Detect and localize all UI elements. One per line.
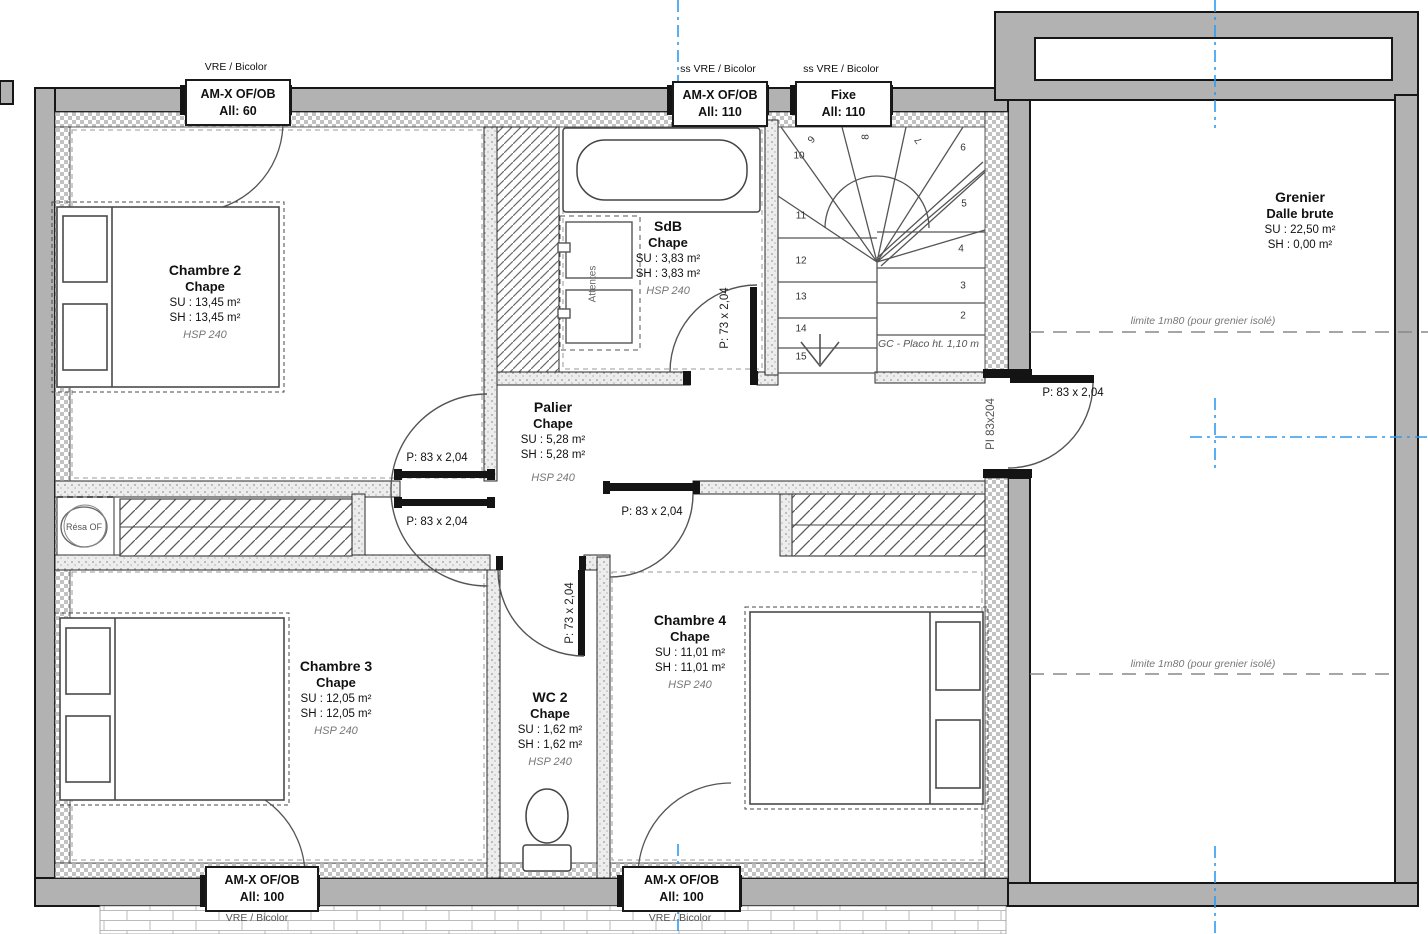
stair-step-3: 3 [960,280,966,292]
stair-step-13: 13 [795,291,807,303]
window-w110a [672,81,768,127]
stair-step-8: 8 [860,134,872,140]
room-label-grenier: Grenier Dalle brute SU : 22,50 m² SH : 0,00 m² [1264,189,1336,252]
window-footer-w100a: VRE / Bicolor [225,912,289,924]
window-w100b [622,866,741,912]
window-w100a-allege: All: 100 [239,890,285,904]
room-label-wc2: WC 2 Chape SU : 1,62 m² SH : 1,62 m² HSP 240 [517,689,583,768]
room-label-chambre2: Chambre 2 Chape SU : 13,45 m² SH : 13,45 m² HSP 240 [168,262,242,341]
door-label-p83-chambre4: P: 83 x 2,04 [621,506,683,518]
toilet [523,789,571,871]
window-header-w60: VRE / Bicolor [204,61,268,73]
window-w60 [185,79,291,126]
gc-placo-label: GC - Placo ht. 1,10 m [878,338,979,350]
window-w100a-type: AM-X OF/OB [224,873,300,888]
window-header-w110b: ss VRE / Bicolor [803,63,879,75]
grenier-limit-lines [1030,332,1428,674]
door-label-p83-grenier: P: 83 x 2,04 [1042,387,1104,399]
stair-step-14: 14 [795,323,807,335]
bed-chambre3 [55,613,289,805]
window-w100b-type: AM-X OF/OB [644,873,719,888]
stair-step-4: 4 [958,243,964,255]
window-w110b [795,81,892,127]
limite-label-bottom: limite 1m80 (pour grenier isolé) [1130,658,1276,670]
door-label-p73-wc2: P: 73 x 2,04 [564,582,576,644]
resa-of-label: Résa OF [65,522,103,532]
stair-step-10: 10 [793,150,805,162]
limite-label-top: limite 1m80 (pour grenier isolé) [1130,315,1276,327]
door-label-p83-chambre2: P: 83 x 2,04 [406,452,468,464]
door-label-p73-sdb: P: 73 x 2,04 [719,287,731,349]
room-label-sdb: SdB Chape SU : 3,83 m² SH : 3,83 m² HSP 240 [635,218,701,297]
stair-step-6: 6 [960,142,966,154]
attentes-label: Attentes [587,265,599,303]
window-w110a-type: AM-X OF/OB [682,88,758,103]
door-label-pi83: PI 83x204 [985,398,997,450]
stair-step-12: 12 [795,255,807,267]
closets [57,494,985,556]
technical-duct [497,127,559,372]
washbasins [558,216,640,350]
stair-step-5: 5 [961,198,967,210]
stair-step-11: 11 [795,210,807,222]
stair-step-9: 9 [805,134,819,146]
room-label-palier: Palier Chape SU : 5,28 m² SH : 5,28 m² HSP 240 [520,399,586,484]
stair-step-7: 7 [912,134,926,146]
window-footer-w100b: VRE / Bicolor [648,912,712,924]
window-w110b-type: Fixe [830,88,856,103]
stair-step-15: 15 [795,351,807,363]
window-w110a-allege: All: 110 [698,105,742,119]
room-label-chambre3: Chambre 3 Chape SU : 12,05 m² SH : 12,05 m² HSP 240 [299,658,373,737]
window-header-w110a: ss VRE / Bicolor [680,63,756,75]
stairs [778,127,985,373]
window-w100b-allege: All: 100 [659,890,704,904]
door-label-p83-chambre3: P: 83 x 2,04 [406,516,468,528]
bathtub [563,128,760,212]
room-label-chambre4: Chambre 4 Chape SU : 11,01 m² SH : 11,01 m² HSP 240 [653,612,727,691]
window-w110b-allege: All: 110 [821,105,866,119]
stair-step-2: 2 [960,310,966,322]
window-w60-allege: All: 60 [219,103,257,118]
window-w60-type: AM-X OF/OB [200,86,276,101]
window-w100a [205,866,319,912]
bed-chambre4 [745,607,988,809]
